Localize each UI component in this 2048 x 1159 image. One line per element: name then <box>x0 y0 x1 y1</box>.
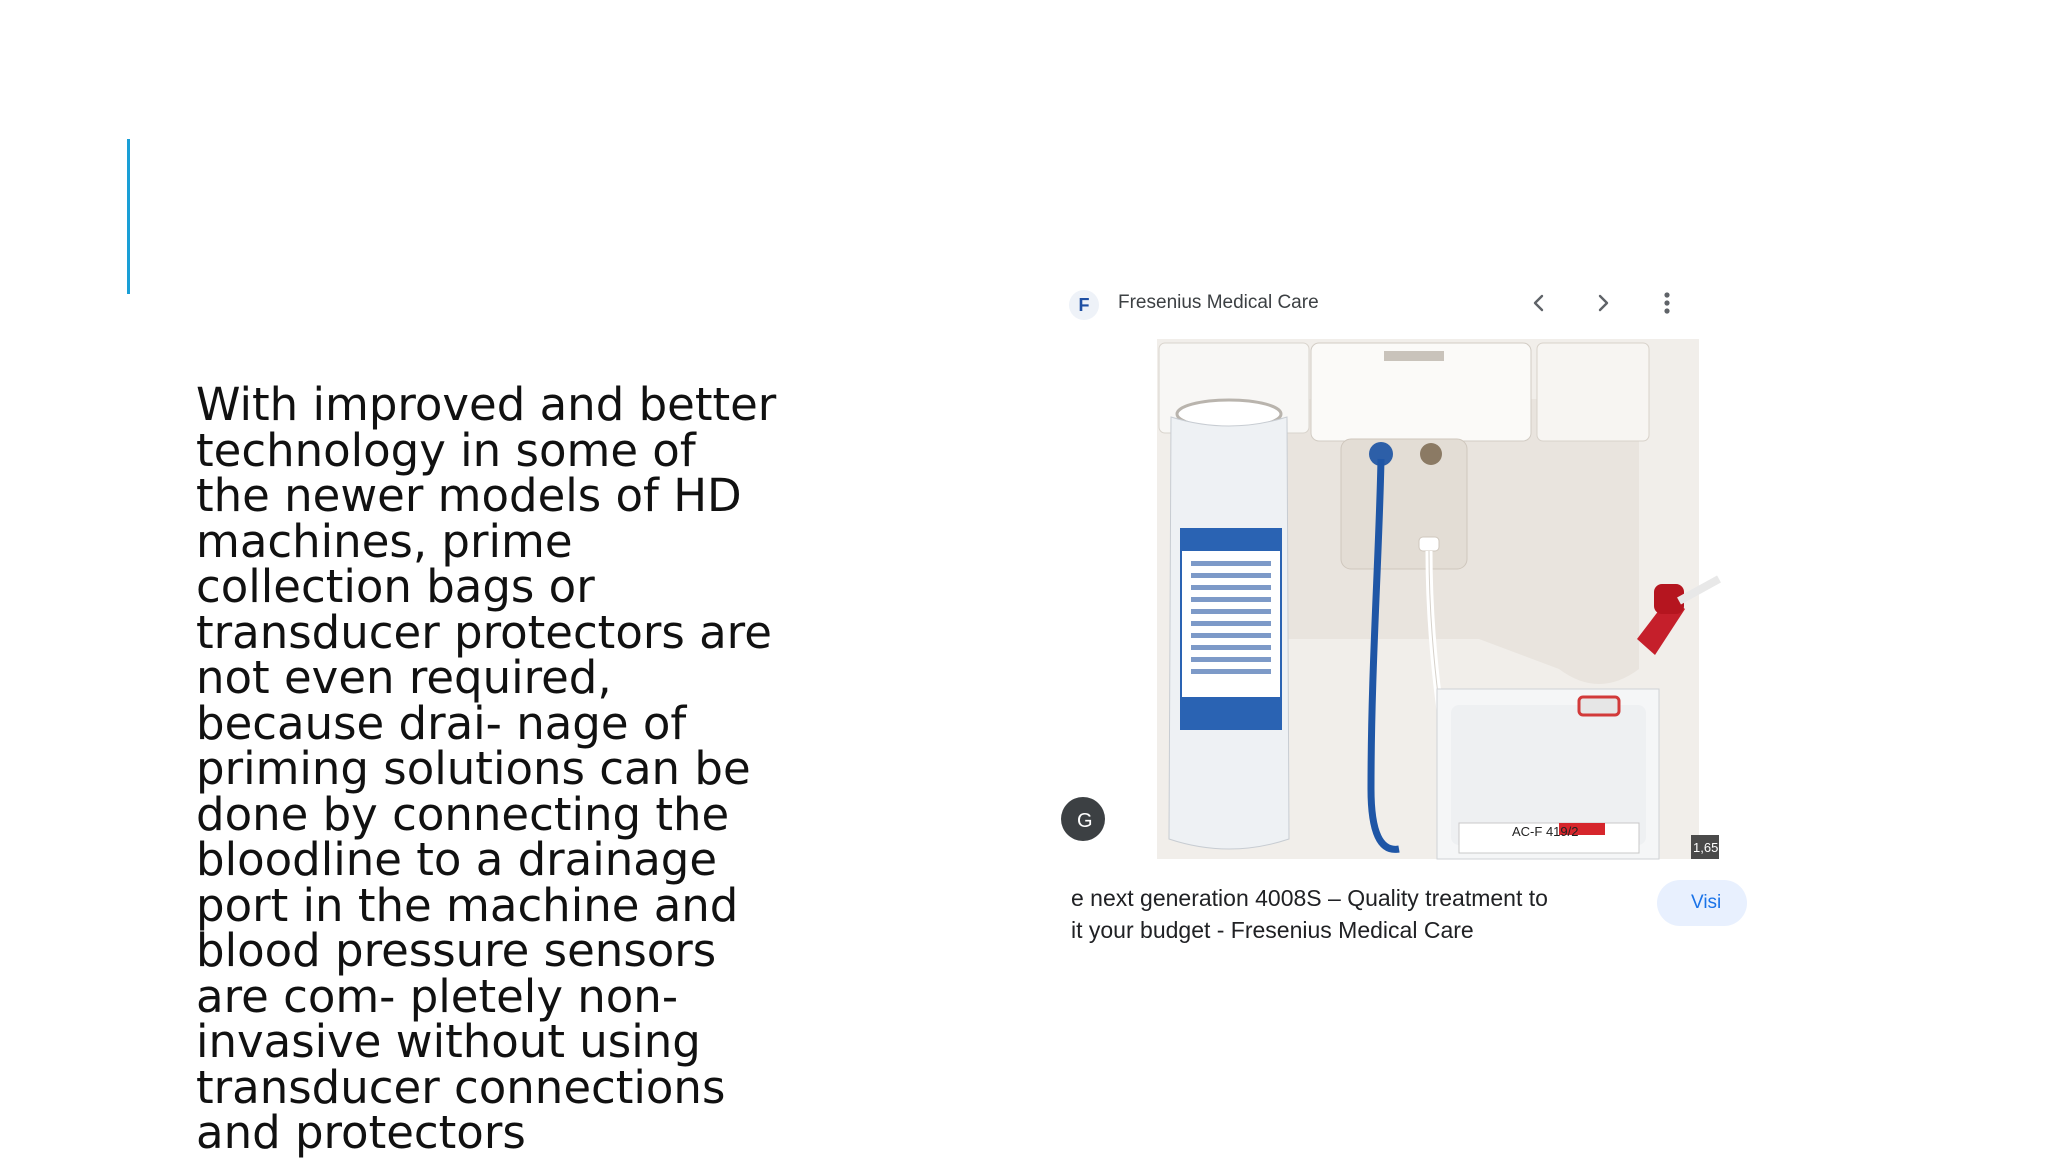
image-result-header <box>1079 275 1719 339</box>
chevron-left-icon[interactable] <box>1523 287 1555 319</box>
svg-text:G: G <box>1077 810 1093 832</box>
canister-label: AC-F 419/2 <box>1512 824 1579 839</box>
source-name[interactable]: Fresenius Medical Care <box>1118 292 1319 313</box>
image-result-card[interactable] <box>1071 275 1722 955</box>
visit-button[interactable]: Visi <box>1657 880 1747 926</box>
dialysis-machine-photo[interactable] <box>1079 339 1719 859</box>
corner-badge: 1,65 <box>1693 840 1719 855</box>
slide-body-text: With improved and better technology in some of the newer models of HD machines, prime collection bags or transducer protectors are not even required, because drai- nage of priming solutions can be done by connecting the bloodline to a drainage port in the machine and blood pressure sensors are com- pletely non- invasive without using transducer connections and protectors <box>196 378 777 1159</box>
chevron-right-icon[interactable] <box>1587 287 1619 319</box>
source-favicon[interactable]: F <box>1069 290 1099 320</box>
more-vertical-icon[interactable] <box>1651 287 1683 319</box>
image-caption[interactable]: e next generation 4008S – Quality treatment to it your budget - Fresenius Medical Care <box>1071 885 1548 943</box>
accent-bar <box>127 139 130 294</box>
